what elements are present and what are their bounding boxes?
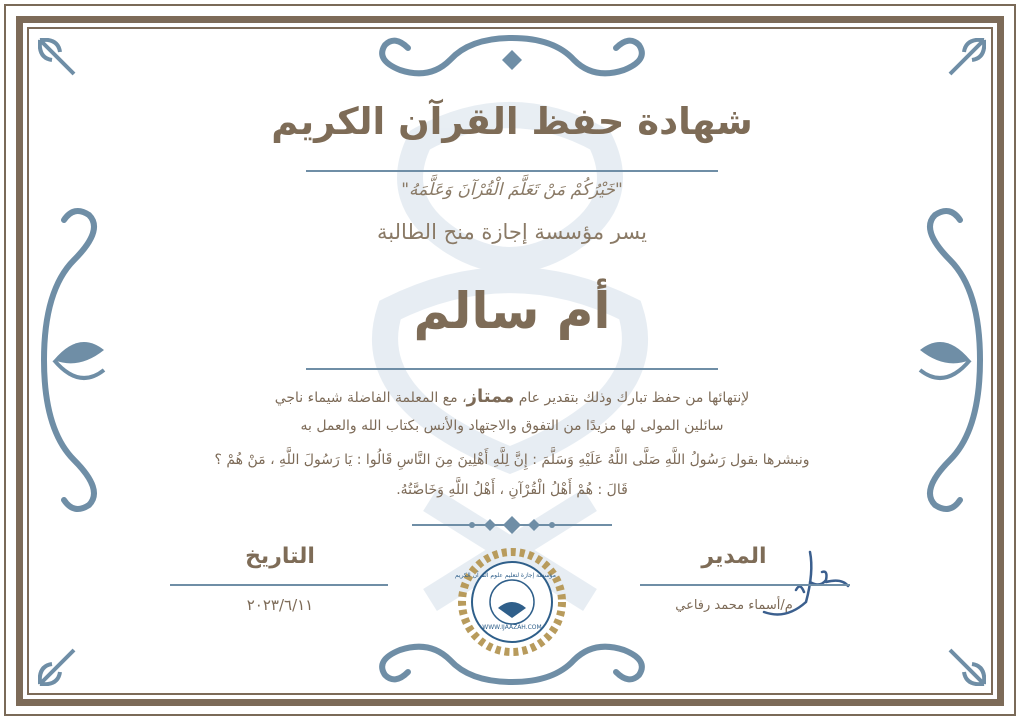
corner-ornament-top-right xyxy=(948,38,986,76)
date-line xyxy=(170,584,388,586)
body-line-1 xyxy=(200,386,824,407)
name-divider xyxy=(306,368,718,370)
student-name: أم سالم xyxy=(413,282,611,340)
institution-seal xyxy=(454,548,566,656)
right-side-flourish xyxy=(910,200,990,520)
body-line-4: قَالَ : هُمْ أَهْلُ الْقُرْآنِ ، أَهْلُ اللَّهِ وَخَاصَّتُهُ. xyxy=(396,482,628,498)
grade-text: ممتاز xyxy=(466,386,515,407)
top-flourish xyxy=(360,30,664,90)
corner-ornament-top-left xyxy=(38,38,76,76)
left-side-flourish xyxy=(34,200,114,520)
certificate-title: شهادة حفظ القرآن الكريم xyxy=(271,100,753,143)
date-label: التاريخ xyxy=(245,544,315,569)
director-line xyxy=(640,584,850,586)
diamond-divider xyxy=(412,514,612,536)
corner-ornament-bottom-right xyxy=(948,648,986,686)
hadith-quote: "خَيْرُكُمْ مَنْ تَعَلَّمَ الْقُرْآنَ وَعَلَّمَهُ" xyxy=(401,180,623,200)
corner-ornament-bottom-left xyxy=(38,648,76,686)
body-line-1-after: ، مع المعلمة الفاضلة شيماء ناجي xyxy=(274,390,467,406)
body-line-3: ونبشرها بقول رَسُولُ اللَّهِ صَلَّى اللَّهُ عَلَيْهِ وَسَلَّمَ : إِنَّ لِلَّهِ أَهْلِينَ مِنَ النَّاسِ قَالُوا : يَا رَسُولَ اللَّهِ ، مَنْ هُمْ ؟ xyxy=(214,452,810,468)
body-line-1-before: لإنتهائها من حفظ تبارك وذلك بتقدير عام xyxy=(514,390,750,406)
title-divider xyxy=(306,170,718,172)
seal-url: WWW.IJAAZAH.COM xyxy=(482,624,542,631)
seal-text: مؤسسة إجازة لتعليم علوم القرآن الكريم xyxy=(454,572,556,579)
director-name: م/أسماء محمد رفاعي xyxy=(675,598,793,613)
date-value: ٢٠٢٣/٦/١١ xyxy=(246,596,314,614)
institution-line: يسر مؤسسة إجازة منح الطالبة xyxy=(377,220,647,244)
body-line-2: سائلين المولى لها مزيدًا من التفوق والاجتهاد والأنس بكتاب الله والعمل به xyxy=(300,418,724,434)
director-label: المدير xyxy=(701,544,767,569)
